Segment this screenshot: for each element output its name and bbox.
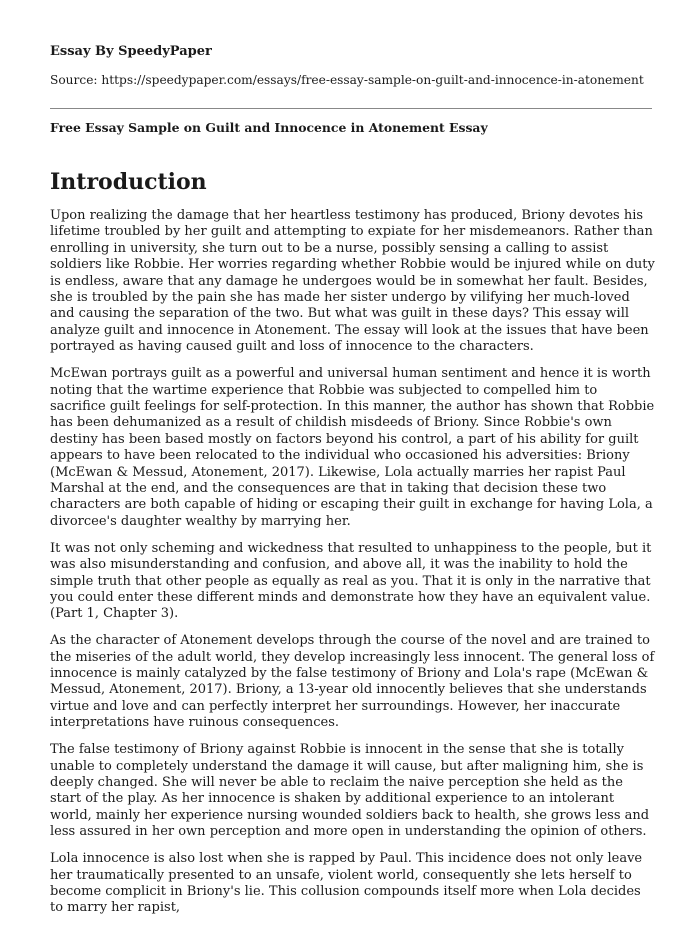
header-divider (50, 108, 652, 109)
essay-title: Free Essay Sample on Guilt and Innocence in Atonement Essay (50, 120, 488, 135)
section-heading: Introduction (50, 169, 207, 195)
paragraph: The false testimony of Briony against Robbie is innocent in the sense that she is totally unable to completely understand the damage it will cause, but after maligning him, she is deeply changed. She will never be able to reclaim the naive perception she held as the start of the play. As her innocence is shaken by additional experience to an intolerant world, mainly her experience nursing wounded soldiers back to health, she grows less and less assured in her own perception and more open in understanding the opinion of others. (50, 742, 650, 840)
essay-body (50, 208, 656, 927)
paragraph: As the character of Atonement develops through the course of the novel and are trained to the miseries of the adult world, they develop increasingly less innocent. The general loss of innocence is mainly catalyzed by the false testimony of Briony and Lola's rape (McEwan & Messud, Atonement, 2017). Briony, a 13-year old innocently believes that she understands virtue and love and can perfectly interpret her surroundings. However, her inaccurate interpretations have ruinous consequences. (50, 633, 655, 731)
paragraph: McEwan portrays guilt as a powerful and universal human sentiment and hence it is worth noting that the wartime experience that Robbie was subjected to compelled him to sacrifice guilt feelings for self-protection. In this manner, the author has shown that Robbie has been dehumanized as a result of childish misdeeds of Briony. Since Robbie's own destiny has been based mostly on factors beyond his control, a part of his ability for guilt appears to have been relocated to the individual who occasioned his adversities: Briony (McEwan & Messud, Atonement, 2017). Likewise, Lola actually marries her rapist Paul Marshal at the end, and the consequences are that in taking that decision these two characters are both capable of hiding or escaping their guilt in exchange for having Lola, a divorcee's daughter wealthy by marrying her. (50, 366, 655, 529)
document-brand: Essay By SpeedyPaper (50, 44, 212, 59)
paragraph: Upon realizing the damage that her heartless testimony has produced, Briony devotes his lifetime troubled by her guilt and attempting to expiate for her misdemeanors. Rather than enrolling in university, she turn out to be a nurse, possibly sensing a calling to assist soldiers like Robbie. Her worries regarding whether Robbie would be injured while on duty is endless, aware that any damage he undergoes would be in somewhat her fault. Besides, she is troubled by the pain she has made her sister undergo by vilifying her much-loved and causing the separation of the two. But what was guilt in these days? This essay will analyze guilt and innocence in Atonement. The essay will look at the issues that have been portrayed as having caused guilt and loss of innocence to the characters. (50, 208, 655, 355)
paragraph: Lola innocence is also lost when she is rapped by Paul. This incidence does not only leave her traumatically presented to an unsafe, violent world, consequently she lets herself to become complicit in Briony's lie. This collusion compounds itself more when Lola decides to marry her rapist, (50, 851, 643, 916)
paragraph: It was not only scheming and wickedness that resulted to unhappiness to the people, but it was also misunderstanding and confusion, and above all, it was the inability to hold the simple truth that other people as equally as real as you. That it is only in the narrative that you could enter these different minds and demonstrate how they have an equivalent value. (Part 1, Chapter 3). (50, 540, 652, 622)
source-url: Source: https://speedypaper.com/essays/free-essay-sample-on-guilt-and-innocence-in-atonement (50, 73, 644, 87)
